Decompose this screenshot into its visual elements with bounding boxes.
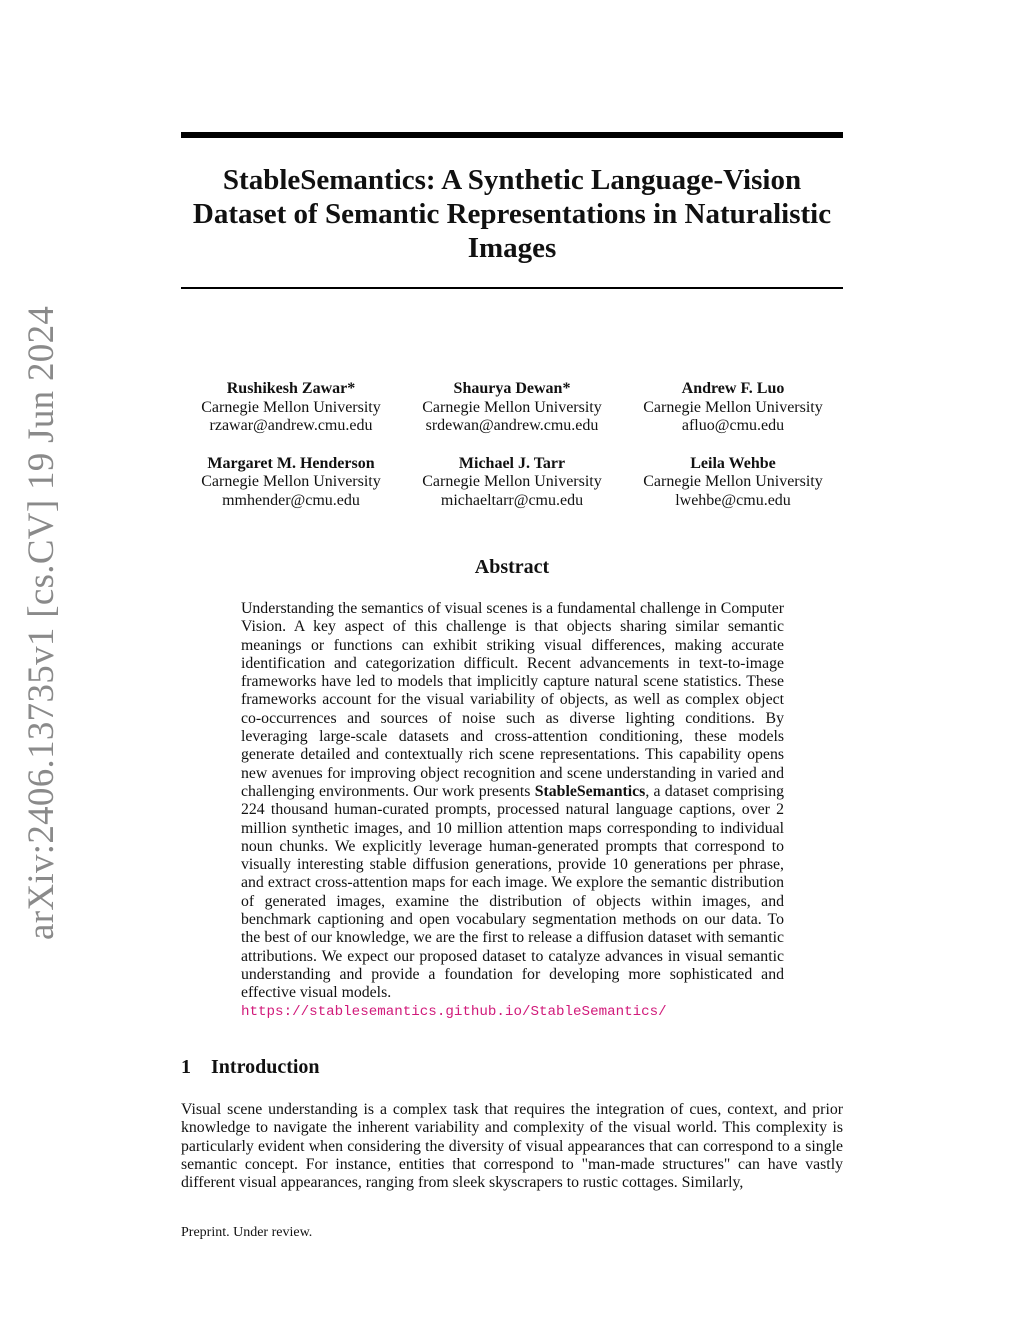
author-email: michaeltarr@cmu.edu	[440, 491, 584, 509]
author-entry	[623, 455, 843, 511]
author-row	[181, 455, 843, 511]
author-email: rzawar@andrew.cmu.edu	[209, 417, 373, 434]
abstract-text-after: , a dataset comprising 224 thousand human-curated prompts, processed natural language captions, over 2 million synthetic images, and 10 million attention maps corresponding to individual noun chunks. We explicitly leverage human-generated prompts that correspond to visually interesting stable diffusion generations, provide 10 generations per phrase, and extract cross-attention maps for each image. We explore the semantic distribution of generated images, examine the distribution of objects within images, and benchmark captioning and open vocabulary segmentation methods on our data. To the best of our knowledge, we are the first to release a diffusion dataset with semantic attributions. We expect our proposed dataset to catalyze advances in visual semantic understanding and provide a foundation for developing more sophisticated and effective visual models.	[241, 782, 784, 1002]
author-entry	[402, 380, 622, 436]
author-affiliation: Carnegie Mellon University	[201, 398, 381, 416]
arxiv-identifier-stamp: arXiv:2406.13735v1 [cs.CV] 19 Jun 2024	[21, 305, 62, 940]
author-email: lwehbe@cmu.edu	[675, 491, 791, 509]
paper-title: StableSemantics: A Synthetic Language-Vision Dataset of Semantic Representations in Naturalistic Images	[192, 164, 832, 264]
author-entry	[181, 380, 401, 436]
section-title: Introduction	[211, 1056, 320, 1078]
author-email: mmhender@cmu.edu	[222, 491, 360, 509]
abstract-heading: Abstract	[474, 556, 550, 578]
author-affiliation: Carnegie Mellon University	[643, 398, 823, 416]
author-name: Margaret M. Henderson	[207, 454, 375, 472]
project-url-link[interactable]: https://stablesemantics.github.io/StableSemantics/	[241, 1003, 667, 1020]
abstract-bold-term: StableSemantics	[534, 782, 646, 800]
section-number: 1	[181, 1056, 191, 1078]
footer-note: Preprint. Under review.	[181, 1225, 313, 1240]
author-name: Andrew F. Luo	[681, 380, 785, 397]
author-affiliation: Carnegie Mellon University	[422, 398, 602, 416]
author-row	[181, 380, 843, 436]
author-affiliation: Carnegie Mellon University	[643, 473, 823, 490]
section-heading	[181, 1056, 320, 1079]
author-affiliation: Carnegie Mellon University	[201, 473, 381, 490]
introduction-paragraph: Visual scene understanding is a complex task that requires the integration of cues, context, and prior knowledge to navigate the inherent variability and complexity of the visual world. This complexity is particularly evident when considering the diversity of visual appearances that can correspond to a single semantic concept. For instance, entities that correspond to "man-made structures" can have vastly different visual appearances, ranging from sleek skyscrapers to rustic cottages. Similarly,	[181, 1101, 843, 1192]
author-affiliation: Carnegie Mellon University	[422, 473, 602, 490]
author-entry	[623, 380, 843, 436]
title-bottom-rule	[181, 287, 843, 289]
author-entry	[402, 455, 622, 511]
author-name: Michael J. Tarr	[458, 454, 566, 472]
abstract-text-before: Understanding the semantics of visual scenes is a fundamental challenge in Computer Vision. A key aspect of this challenge is that objects sharing similar semantic meanings or functions can exhibit striking visual differences, making accurate identification and categorization difficult. Recent advancements in text-to-image frameworks have led to models that implicitly capture natural scene statistics. These frameworks account for the visual variability of objects, as well as complex object co-occurrences and sources of noise such as diverse lighting conditions. By leveraging large-scale datasets and cross-attention conditioning, these models generate detailed and contextually rich scene representations. This capability opens new avenues for improving object recognition and scene understanding in varied and challenging environments. Our work presents	[241, 600, 784, 800]
author-name: Rushikesh Zawar*	[226, 380, 356, 397]
author-name: Shaurya Dewan*	[453, 380, 571, 397]
author-block	[181, 380, 843, 529]
abstract-body	[241, 600, 784, 1021]
author-entry	[181, 455, 401, 511]
author-email: afluo@cmu.edu	[681, 417, 785, 434]
author-email: srdewan@andrew.cmu.edu	[425, 417, 599, 434]
author-name: Leila Wehbe	[690, 454, 776, 472]
title-top-rule	[181, 132, 843, 138]
